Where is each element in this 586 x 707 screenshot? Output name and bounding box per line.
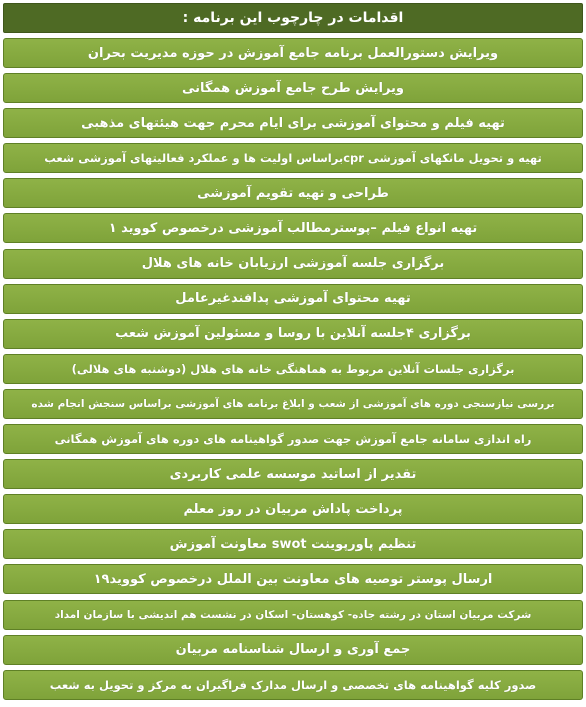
list-item bbox=[3, 354, 583, 384]
list-item-label: جمع آوری و ارسال شناسنامه مربیان bbox=[175, 642, 411, 658]
list-item-label: برگزاری جلسه آموزشی ارزیابان خانه های هلال bbox=[141, 256, 445, 272]
list-item bbox=[3, 213, 583, 243]
list-item bbox=[3, 494, 583, 524]
list-item bbox=[3, 424, 583, 454]
list-item-label: شرکت مربیان استان در رشته جاده- کوهستان- اسکان در نشست هم اندیشی با سازمان امداد bbox=[54, 608, 532, 621]
list-item-label: ارسال پوستر توصیه های معاونت بین الملل درخصوص کووید۱۹ bbox=[93, 571, 493, 587]
header-bar bbox=[3, 3, 583, 33]
list-item-label: تهیه انواع فیلم –پوسترمطالب آموزشی درخصوص کووید ۱ bbox=[108, 220, 478, 236]
list-item-label: راه اندازی سامانه جامع آموزش جهت صدور گواهینامه های دوره های آموزش همگانی bbox=[54, 432, 532, 447]
list-item-label: تهیه و تحویل مانکهای آموزشی cprبراساس اولیت ها و عملکرد فعالیتهای آموزشی شعب bbox=[44, 151, 542, 166]
list-item-label: تنظیم پاورپوینت swot معاونت آموزش bbox=[169, 536, 417, 552]
list-item bbox=[3, 529, 583, 559]
list-item-label: ویرایش دستورالعمل برنامه جامع آموزش در حوزه مدیریت بحران bbox=[87, 45, 499, 61]
list-item bbox=[3, 38, 583, 68]
list-item-label: ویرایش طرح جامع آموزش همگانی bbox=[181, 80, 405, 96]
list-item-label: صدور کلیه گواهینامه های تخصصی و ارسال مدارک فراگیران به مرکز و تحویل به شعب bbox=[49, 677, 537, 692]
list-item bbox=[3, 670, 583, 700]
list-item-label: تهیه محتوای آموزشی پدافندغیرعامل bbox=[175, 291, 411, 307]
list-item bbox=[3, 564, 583, 594]
list-item bbox=[3, 600, 583, 630]
list-item bbox=[3, 319, 583, 349]
list-item-label: پرداخت پاداش مربیان در روز معلم bbox=[183, 501, 403, 517]
list-item-label: تهیه فیلم و محتوای آموزشی برای ایام محرم جهت هیئتهای مذهبی bbox=[81, 115, 505, 131]
list-item bbox=[3, 459, 583, 489]
header-title: اقدامات در چارچوب این برنامه : bbox=[182, 10, 404, 26]
list-item bbox=[3, 249, 583, 279]
list-item bbox=[3, 389, 583, 419]
actions-list bbox=[3, 38, 583, 705]
list-item bbox=[3, 73, 583, 103]
list-item bbox=[3, 178, 583, 208]
list-item bbox=[3, 284, 583, 314]
list-item-label: بررسی نیازسنجی دوره های آموزشی از شعب و ابلاغ برنامه های آموزشی براساس سنجش انجام شده bbox=[31, 397, 555, 410]
list-item bbox=[3, 635, 583, 665]
list-item bbox=[3, 108, 583, 138]
list-item-label: طراحی و تهیه تقویم آموزشی bbox=[197, 185, 389, 201]
list-item bbox=[3, 143, 583, 173]
list-item-label: برگزاری جلسات آنلاین مربوط به هماهنگی خانه های هلال (دوشنبه های هلالی) bbox=[71, 361, 515, 376]
list-item-label: برگزاری ۴جلسه آنلاین با روسا و مسئولین آموزش شعب bbox=[115, 326, 471, 342]
list-item-label: تقدیر از اساتید موسسه علمی کاربردی bbox=[169, 466, 417, 482]
